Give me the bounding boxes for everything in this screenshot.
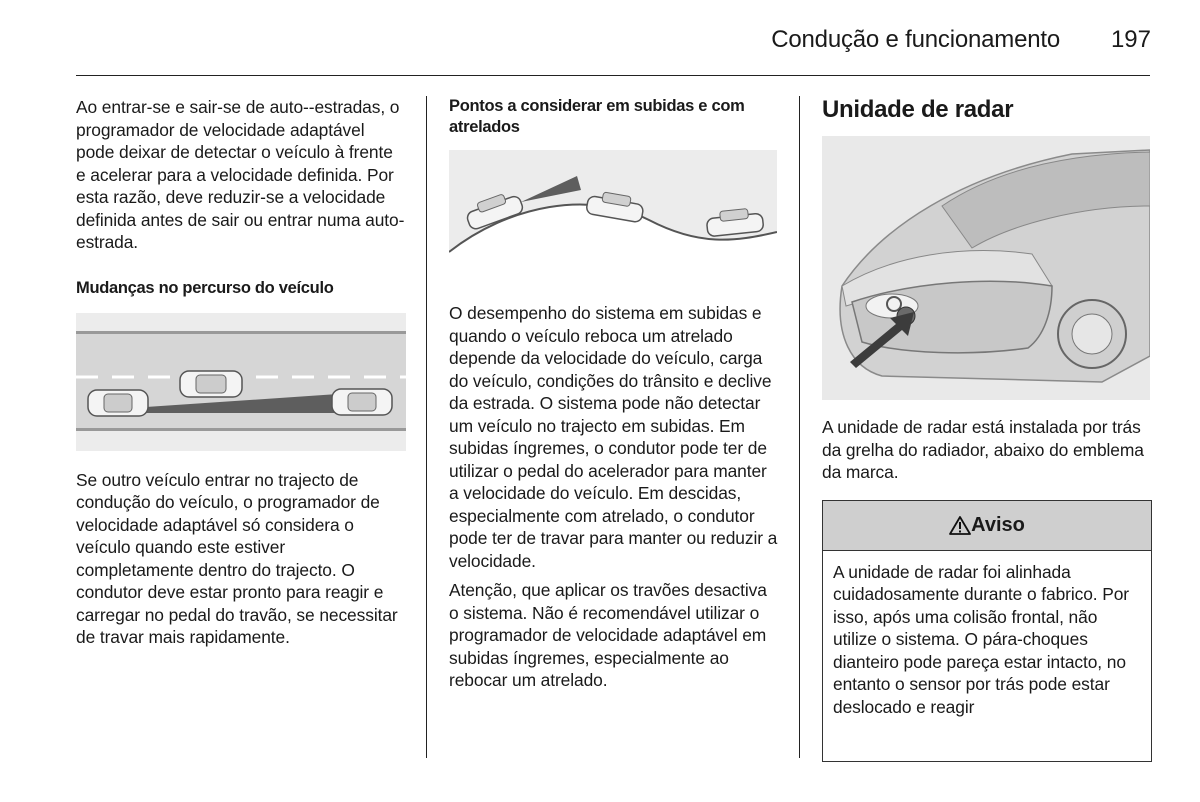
warning-text: A unidade de radar foi alinhada cuidadosamente durante o fabrico. Por isso, após uma colisão frontal, não utilize o sistema. O pára-choques dianteiro pode pareça estar intacto, no entanto o sensor por trás pode estar deslocado e reagir — [833, 561, 1129, 717]
subheading-slopes-trailers: Pontos a considerar em subidas e com atrelados — [449, 97, 745, 136]
section-heading-radar: Unidade de radar — [822, 96, 1014, 123]
column-divider — [799, 96, 800, 758]
car-own — [88, 390, 148, 416]
warning-box — [822, 500, 1152, 762]
warning-body — [823, 551, 1151, 719]
warning-header — [823, 501, 1151, 551]
lane-change-illustration — [76, 313, 406, 451]
column-left — [76, 96, 406, 649]
header-rule — [76, 75, 1150, 76]
radar-car-illustration — [822, 136, 1150, 400]
paragraph: Se outro veículo entrar no trajecto de condução do veículo, o programador de velocidade adaptável só considera o veículo quando este estiver completamente dentro do trajecto. O condutor deve estar pronto para reagir e carregar no pedal do travão, se necessitar de travar mais rapidamente. — [76, 469, 398, 647]
page-header-title: Condução e funcionamento — [771, 26, 1060, 53]
car-merging — [180, 371, 242, 397]
column-right — [822, 96, 1152, 762]
warning-triangle-icon — [949, 515, 971, 535]
warning-title: Aviso — [971, 513, 1025, 536]
hill-illustration — [449, 150, 777, 284]
paragraph: A unidade de radar está instalada por trás da grelha do radiador, abaixo do emblema da marca. — [822, 417, 1144, 482]
paragraph: O desempenho do sistema em subidas e quando o veículo reboca um atrelado depende da velocidade do veículo, carga do veículo, condições do trânsito e declive da estrada. O sistema pode não detectar um veículo no trajecto em subidas. Em subidas íngremes, o condutor pode ter de utilizar o pedal do acelerador para manter a velocidade do veículo. Em descidas, especialmente com atrelado, o condutor pode ter de travar para manter ou reduzir a velocidade. — [449, 303, 778, 571]
page-number: 197 — [1110, 26, 1151, 53]
car-ahead — [332, 389, 392, 415]
column-middle — [449, 96, 779, 692]
paragraph: Ao entrar-se e sair-se de auto--estradas, o programador de velocidade adaptável pode deixar de detectar o veículo à frente e acelerar para a velocidade definida. Por esta razão, deve reduzir-se a velocidade definida antes de sair ou entrar numa auto-estrada. — [76, 97, 405, 252]
subheading-route-changes: Mudanças no percurso do veículo — [76, 278, 334, 297]
paragraph: Atenção, que aplicar os travões desactiva o sistema. Não é recomendável utilizar o programador de velocidade adaptável em subidas íngremes, especialmente ao rebocar um atrelado. — [449, 580, 767, 690]
column-divider — [426, 96, 427, 758]
